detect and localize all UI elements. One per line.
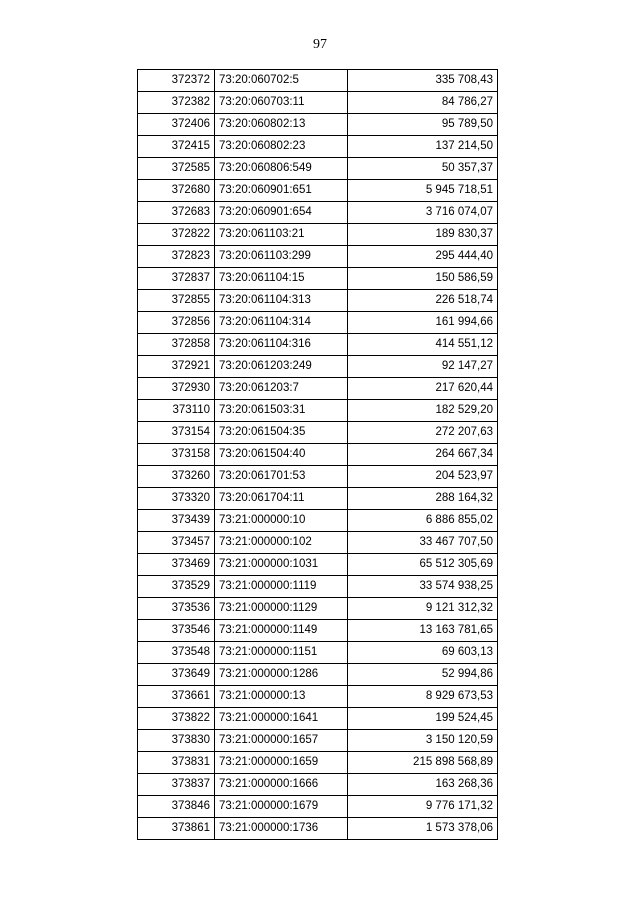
- table-row: [138, 488, 498, 510]
- table-row: [138, 818, 498, 840]
- cadastral-number-cell: 73:20:061504:35: [215, 422, 348, 444]
- cadastral-value-cell: 65 512 305,69: [348, 554, 498, 576]
- table-row: [138, 642, 498, 664]
- cadastral-value-cell: 182 529,20: [348, 400, 498, 422]
- record-id-cell: 372858: [138, 334, 215, 356]
- cadastral-number-cell: 73:20:060802:13: [215, 114, 348, 136]
- cadastral-number-cell: 73:21:000000:1641: [215, 708, 348, 730]
- cadastral-value-cell: 8 929 673,53: [348, 686, 498, 708]
- cadastral-number-cell: 73:21:000000:1657: [215, 730, 348, 752]
- table-row: [138, 312, 498, 334]
- cadastral-number-cell: 73:21:000000:1129: [215, 598, 348, 620]
- cadastral-number-cell: 73:20:061504:40: [215, 444, 348, 466]
- cadastral-value-cell: 161 994,66: [348, 312, 498, 334]
- record-id-cell: 373661: [138, 686, 215, 708]
- cadastral-value-cell: 92 147,27: [348, 356, 498, 378]
- cadastral-number-cell: 73:20:060806:549: [215, 158, 348, 180]
- record-id-cell: 373320: [138, 488, 215, 510]
- cadastral-number-cell: 73:21:000000:1031: [215, 554, 348, 576]
- table-row: [138, 268, 498, 290]
- record-id-cell: 372822: [138, 224, 215, 246]
- cadastral-number-cell: 73:21:000000:1151: [215, 642, 348, 664]
- table-row: [138, 136, 498, 158]
- table-row: [138, 752, 498, 774]
- record-id-cell: 372855: [138, 290, 215, 312]
- cadastral-number-cell: 73:21:000000:1666: [215, 774, 348, 796]
- record-id-cell: 373439: [138, 510, 215, 532]
- cadastral-number-cell: 73:20:061203:249: [215, 356, 348, 378]
- cadastral-value-cell: 69 603,13: [348, 642, 498, 664]
- table-row: [138, 708, 498, 730]
- cadastral-value-cell: 137 214,50: [348, 136, 498, 158]
- cadastral-value-cell: 33 467 707,50: [348, 532, 498, 554]
- cadastral-number-cell: 73:20:061704:11: [215, 488, 348, 510]
- cadastral-value-cell: 217 620,44: [348, 378, 498, 400]
- record-id-cell: 372382: [138, 92, 215, 114]
- cadastral-number-cell: 73:20:061104:15: [215, 268, 348, 290]
- cadastral-number-cell: 73:21:000000:1736: [215, 818, 348, 840]
- cadastral-number-cell: 73:20:061104:313: [215, 290, 348, 312]
- record-id-cell: 373469: [138, 554, 215, 576]
- cadastral-value-cell: 335 708,43: [348, 70, 498, 92]
- record-id-cell: 372680: [138, 180, 215, 202]
- cadastral-number-cell: 73:21:000000:1119: [215, 576, 348, 598]
- table-row: [138, 620, 498, 642]
- table-row: [138, 246, 498, 268]
- page-number: 97: [313, 37, 327, 52]
- table-body: [138, 70, 498, 840]
- cadastral-value-cell: 6 886 855,02: [348, 510, 498, 532]
- cadastral-number-cell: 73:21:000000:1149: [215, 620, 348, 642]
- cadastral-value-cell: 215 898 568,89: [348, 752, 498, 774]
- table-row: [138, 510, 498, 532]
- table-row: [138, 202, 498, 224]
- cadastral-value-cell: 1 573 378,06: [348, 818, 498, 840]
- record-id-cell: 373830: [138, 730, 215, 752]
- record-id-cell: 373837: [138, 774, 215, 796]
- table-row: [138, 378, 498, 400]
- cadastral-value-cell: 189 830,37: [348, 224, 498, 246]
- table-row: [138, 576, 498, 598]
- record-id-cell: 373529: [138, 576, 215, 598]
- cadastral-value-cell: 3 150 120,59: [348, 730, 498, 752]
- cadastral-number-cell: 73:21:000000:13: [215, 686, 348, 708]
- cadastral-value-cell: 9 776 171,32: [348, 796, 498, 818]
- table-row: [138, 92, 498, 114]
- cadastral-number-cell: 73:20:060702:5: [215, 70, 348, 92]
- cadastral-number-cell: 73:21:000000:10: [215, 510, 348, 532]
- cadastral-number-cell: 73:20:061104:316: [215, 334, 348, 356]
- table-row: [138, 356, 498, 378]
- record-id-cell: 373548: [138, 642, 215, 664]
- table-row: [138, 774, 498, 796]
- table-row: [138, 290, 498, 312]
- record-id-cell: 373846: [138, 796, 215, 818]
- table-row: [138, 444, 498, 466]
- cadastral-value-cell: 199 524,45: [348, 708, 498, 730]
- cadastral-value-cell: 9 121 312,32: [348, 598, 498, 620]
- table-row: [138, 730, 498, 752]
- cadastral-value-cell: 95 789,50: [348, 114, 498, 136]
- cadastral-number-cell: 73:20:061104:314: [215, 312, 348, 334]
- record-id-cell: 373861: [138, 818, 215, 840]
- table-row: [138, 180, 498, 202]
- cadastral-value-cell: 5 945 718,51: [348, 180, 498, 202]
- record-id-cell: 373158: [138, 444, 215, 466]
- record-id-cell: 373649: [138, 664, 215, 686]
- record-id-cell: 372823: [138, 246, 215, 268]
- cadastral-value-cell: 150 586,59: [348, 268, 498, 290]
- cadastral-value-cell: 52 994,86: [348, 664, 498, 686]
- record-id-cell: 372415: [138, 136, 215, 158]
- record-id-cell: 372372: [138, 70, 215, 92]
- table-row: [138, 400, 498, 422]
- cadastral-number-cell: 73:20:061203:7: [215, 378, 348, 400]
- cadastral-number-cell: 73:21:000000:1679: [215, 796, 348, 818]
- cadastral-value-cell: 3 716 074,07: [348, 202, 498, 224]
- record-id-cell: 372683: [138, 202, 215, 224]
- table-row: [138, 114, 498, 136]
- cadastral-value-cell: 226 518,74: [348, 290, 498, 312]
- cadastral-number-cell: 73:20:061103:21: [215, 224, 348, 246]
- record-id-cell: 373536: [138, 598, 215, 620]
- cadastral-value-cell: 84 786,27: [348, 92, 498, 114]
- cadastral-number-cell: 73:20:060802:23: [215, 136, 348, 158]
- cadastral-value-cell: 13 163 781,65: [348, 620, 498, 642]
- record-id-cell: 373457: [138, 532, 215, 554]
- cadastral-value-cell: 288 164,32: [348, 488, 498, 510]
- record-id-cell: 372406: [138, 114, 215, 136]
- cadastral-number-cell: 73:20:061701:53: [215, 466, 348, 488]
- cadastral-number-cell: 73:20:061503:31: [215, 400, 348, 422]
- record-id-cell: 373831: [138, 752, 215, 774]
- table-row: [138, 664, 498, 686]
- cadastral-value-cell: 272 207,63: [348, 422, 498, 444]
- cadastral-value-cell: 163 268,36: [348, 774, 498, 796]
- cadastral-value-table: [137, 69, 498, 840]
- table-row: [138, 224, 498, 246]
- record-id-cell: 372921: [138, 356, 215, 378]
- record-id-cell: 372930: [138, 378, 215, 400]
- table-row: [138, 598, 498, 620]
- table-row: [138, 796, 498, 818]
- cadastral-value-cell: 414 551,12: [348, 334, 498, 356]
- table-row: [138, 532, 498, 554]
- record-id-cell: 373822: [138, 708, 215, 730]
- table-row: [138, 70, 498, 92]
- cadastral-value-cell: 50 357,37: [348, 158, 498, 180]
- cadastral-number-cell: 73:20:060901:654: [215, 202, 348, 224]
- record-id-cell: 373154: [138, 422, 215, 444]
- table-row: [138, 554, 498, 576]
- cadastral-number-cell: 73:20:061103:299: [215, 246, 348, 268]
- table-row: [138, 466, 498, 488]
- record-id-cell: 372585: [138, 158, 215, 180]
- record-id-cell: 373260: [138, 466, 215, 488]
- cadastral-value-cell: 33 574 938,25: [348, 576, 498, 598]
- record-id-cell: 373110: [138, 400, 215, 422]
- table-row: [138, 158, 498, 180]
- cadastral-number-cell: 73:20:060901:651: [215, 180, 348, 202]
- cadastral-value-cell: 264 667,34: [348, 444, 498, 466]
- table-row: [138, 334, 498, 356]
- cadastral-number-cell: 73:20:060703:11: [215, 92, 348, 114]
- cadastral-value-cell: 295 444,40: [348, 246, 498, 268]
- cadastral-number-cell: 73:21:000000:102: [215, 532, 348, 554]
- record-id-cell: 372837: [138, 268, 215, 290]
- table-row: [138, 422, 498, 444]
- record-id-cell: 373546: [138, 620, 215, 642]
- cadastral-number-cell: 73:21:000000:1286: [215, 664, 348, 686]
- record-id-cell: 372856: [138, 312, 215, 334]
- cadastral-number-cell: 73:21:000000:1659: [215, 752, 348, 774]
- table-row: [138, 686, 498, 708]
- cadastral-value-cell: 204 523,97: [348, 466, 498, 488]
